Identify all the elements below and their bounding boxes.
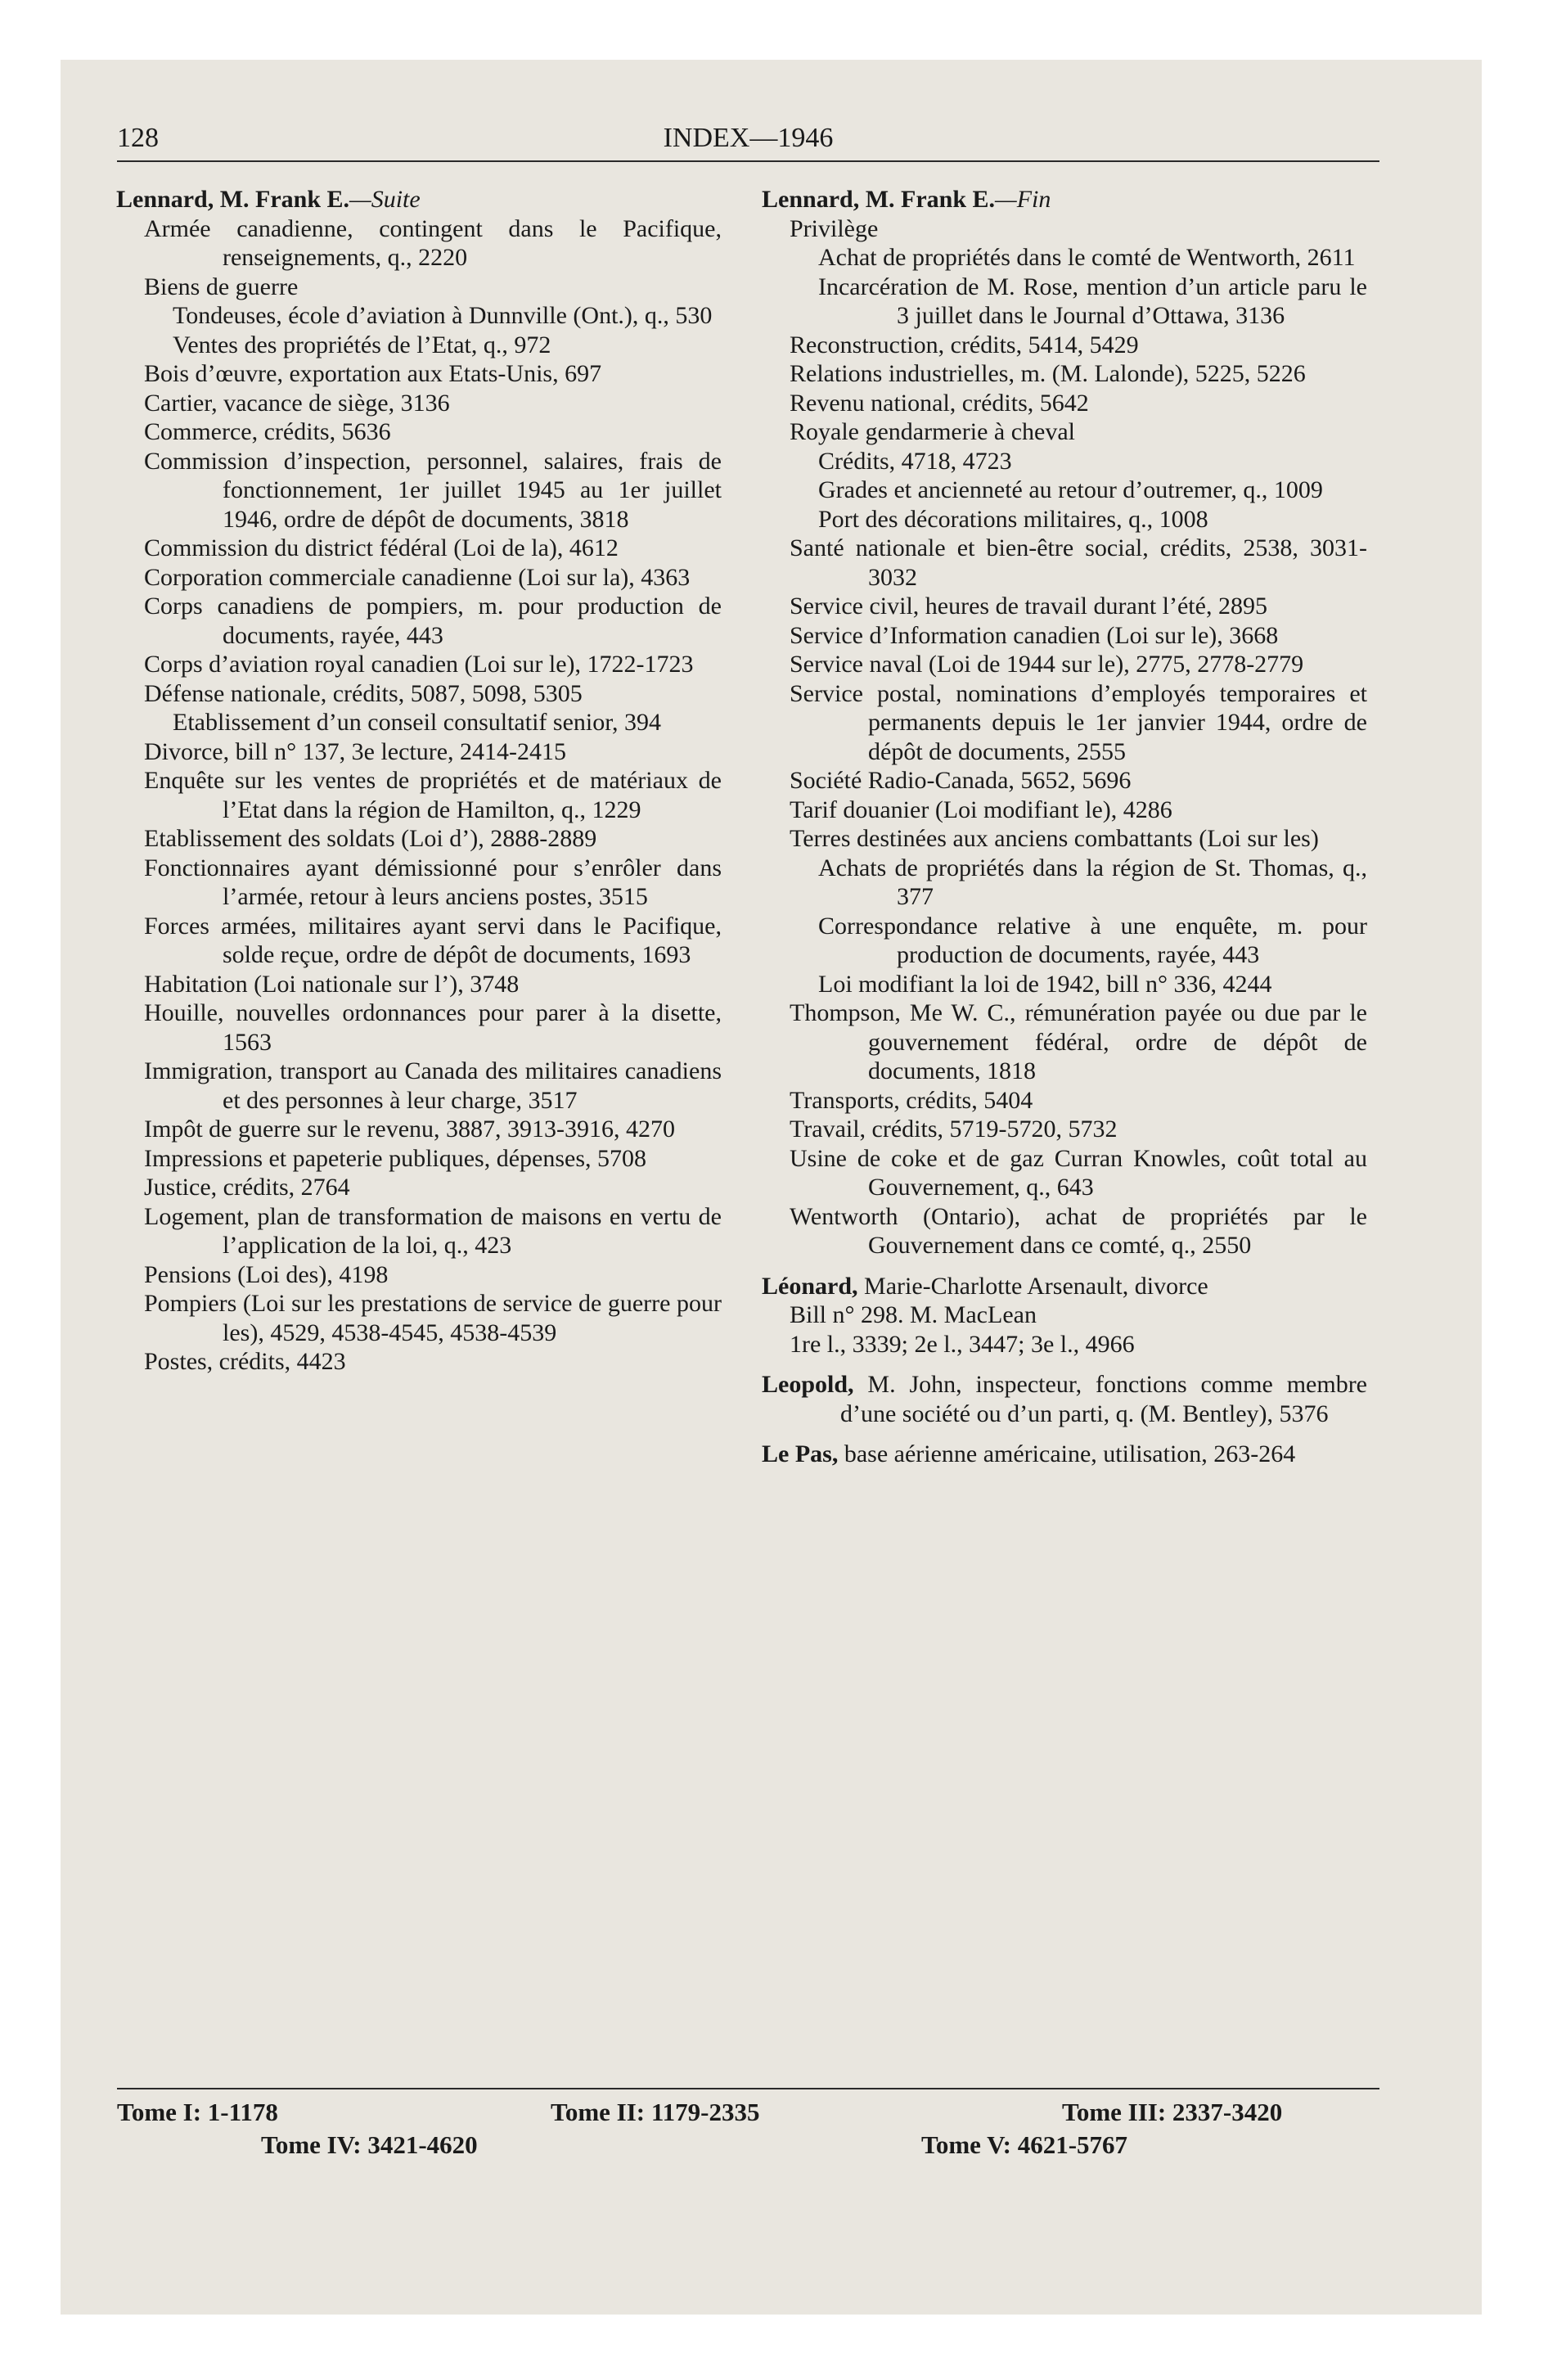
index-line: Wentworth (Ontario), achat de propriétés par le Gouvernement dans ce comté, q., 2550 xyxy=(790,1202,1367,1259)
entry-name: Lennard, M. Frank E. xyxy=(762,186,996,213)
index-line: Service naval (Loi de 1944 sur le), 2775, 2778-2779 xyxy=(790,651,1304,678)
entry-heading xyxy=(762,1272,1367,1301)
index-line: Divorce, bill n° 137, 3e lecture, 2414-2415 xyxy=(144,737,567,765)
entry-name: Lennard, M. Frank E. xyxy=(116,186,350,213)
index-line: Corporation commerciale canadienne (Loi sur la), 4363 xyxy=(144,563,691,591)
index-line: Habitation (Loi nationale sur l’), 3748 xyxy=(144,970,520,998)
index-line: Incarcération de M. Rose, mention d’un article paru le 3 juillet dans le Journal d’Ottawa, 3136 xyxy=(818,273,1367,329)
running-title: INDEX—1946 xyxy=(663,123,834,153)
index-line: Santé nationale et bien-être social, crédits, 2538, 3031-3032 xyxy=(790,534,1367,591)
tome-2: Tome II: 1179-2335 xyxy=(551,2098,760,2126)
entry-name: Léonard, xyxy=(762,1272,858,1300)
index-line: Corps d’aviation royal canadien (Loi sur le), 1722-1723 xyxy=(144,651,694,678)
index-line: Privilège xyxy=(790,214,879,242)
right-column xyxy=(762,185,1367,1469)
footer-rule xyxy=(117,2088,1379,2089)
entry-heading xyxy=(116,185,722,214)
entry-description: base aérienne américaine, utilisation, 263-264 xyxy=(838,1440,1296,1467)
index-line: Port des décorations militaires, q., 1008 xyxy=(818,505,1208,533)
index-line: Corps canadiens de pompiers, m. pour production de documents, rayée, 443 xyxy=(144,593,722,649)
index-line: Forces armées, militaires ayant servi dans le Pacifique, solde reçue, ordre de dépôt de documents, 1693 xyxy=(144,912,722,968)
entry-heading xyxy=(762,1440,1367,1469)
tome-3: Tome III: 2337-3420 xyxy=(1062,2098,1283,2126)
index-line: Thompson, Me W. C., rémunération payée ou due par le gouvernement fédéral, ordre de dépôt de documents, 1818 xyxy=(790,999,1367,1084)
index-line: Etablissement d’un conseil consultatif senior, 394 xyxy=(173,709,662,736)
right-entry-lines xyxy=(762,214,1367,1260)
entry-sub-line: 1re l., 3339; 2e l., 3447; 3e l., 4966 xyxy=(790,1330,1135,1358)
entry-name: Le Pas, xyxy=(762,1440,839,1467)
index-line: Achats de propriétés dans la région de St. Thomas, q., 377 xyxy=(818,854,1367,910)
index-line: Postes, crédits, 4423 xyxy=(144,1348,346,1375)
index-entry xyxy=(762,1440,1367,1469)
tome-4: Tome IV: 3421-4620 xyxy=(261,2130,478,2159)
index-line: Impôt de guerre sur le revenu, 3887, 3913-3916, 4270 xyxy=(144,1116,676,1143)
entry-name: Leopold, xyxy=(762,1371,854,1398)
entry-continuation: —Suite xyxy=(349,186,421,213)
index-line: Justice, crédits, 2764 xyxy=(144,1174,350,1201)
index-line: Enquête sur les ventes de propriétés et de matériaux de l’Etat dans la région de Hamilton, q., 1229 xyxy=(144,767,722,823)
index-line: Grades et ancienneté au retour d’outremer, q., 1009 xyxy=(818,476,1323,503)
index-line: Royale gendarmerie à cheval xyxy=(790,418,1075,445)
index-line: Relations industrielles, m. (M. Lalonde), 5225, 5226 xyxy=(790,360,1306,387)
index-line: Reconstruction, crédits, 5414, 5429 xyxy=(790,331,1139,358)
index-line: Transports, crédits, 5404 xyxy=(790,1086,1033,1114)
entry-description: M. John, inspecteur, fonctions comme membre d’une société ou d’un parti, q. (M. Bentley), 5376 xyxy=(840,1371,1367,1427)
index-line: Commerce, crédits, 5636 xyxy=(144,418,391,445)
index-line: Achat de propriétés dans le comté de Wentworth, 2611 xyxy=(818,244,1356,271)
page-number: 128 xyxy=(117,123,159,153)
index-line: Travail, crédits, 5719-5720, 5732 xyxy=(790,1116,1118,1143)
entry-continuation: —Fin xyxy=(995,186,1051,213)
index-line: Pensions (Loi des), 4198 xyxy=(144,1260,389,1288)
left-column xyxy=(116,185,722,1377)
index-line: Houille, nouvelles ordonnances pour parer à la disette, 1563 xyxy=(144,999,722,1056)
index-line: Cartier, vacance de siège, 3136 xyxy=(144,389,450,417)
index-line: Usine de coke et de gaz Curran Knowles, coût total au Gouvernement, q., 643 xyxy=(790,1144,1367,1201)
index-line: Commission du district fédéral (Loi de la), 4612 xyxy=(144,534,619,561)
index-line: Crédits, 4718, 4723 xyxy=(818,447,1012,475)
tome-1: Tome I: 1-1178 xyxy=(117,2098,278,2126)
index-line: Bois d’œuvre, exportation aux Etats-Unis, 697 xyxy=(144,360,602,387)
index-line: Logement, plan de transformation de maisons en vertu de l’application de la loi, q., 423 xyxy=(144,1202,722,1259)
index-line: Tarif douanier (Loi modifiant le), 4286 xyxy=(790,796,1172,823)
index-line: Loi modifiant la loi de 1942, bill n° 336, 4244 xyxy=(818,970,1272,998)
index-line: Société Radio-Canada, 5652, 5696 xyxy=(790,767,1132,794)
entry-sub-line: Bill n° 298. M. MacLean xyxy=(790,1301,1037,1328)
index-line: Terres destinées aux anciens combattants (Loi sur les) xyxy=(790,825,1319,852)
entry-heading xyxy=(762,185,1367,214)
index-line: Armée canadienne, contingent dans le Pacifique, renseignements, q., 2220 xyxy=(144,214,722,271)
index-line: Fonctionnaires ayant démissionné pour s’enrôler dans l’armée, retour à leurs anciens postes, 3515 xyxy=(144,854,722,910)
index-entry xyxy=(762,1370,1367,1428)
index-line: Commission d’inspection, personnel, salaires, frais de fonctionnement, 1er juillet 1945 au 1er juillet 1946, ordre de dépôt de documents, 3818 xyxy=(144,447,722,533)
volume-footer xyxy=(117,2098,1379,2171)
index-line: Impressions et papeterie publiques, dépenses, 5708 xyxy=(144,1144,647,1172)
index-line: Immigration, transport au Canada des militaires canadiens et des personnes à leur charge, 3517 xyxy=(144,1057,722,1114)
index-line: Service d’Information canadien (Loi sur le), 3668 xyxy=(790,621,1279,649)
index-line: Tondeuses, école d’aviation à Dunnville (Ont.), q., 530 xyxy=(173,302,713,329)
index-line: Correspondance relative à une enquête, m. pour production de documents, rayée, 443 xyxy=(818,912,1367,968)
index-line: Etablissement des soldats (Loi d’), 2888-2889 xyxy=(144,825,597,852)
tome-5: Tome V: 4621-5767 xyxy=(921,2130,1128,2159)
index-entry xyxy=(762,1272,1367,1359)
right-entries xyxy=(762,1272,1367,1469)
index-line: Défense nationale, crédits, 5087, 5098, 5305 xyxy=(144,679,583,707)
index-line: Biens de guerre xyxy=(144,273,299,300)
left-entry-lines xyxy=(116,214,722,1377)
index-line: Service postal, nominations d’employés temporaires et permanents depuis le 1er janvier 1944, ordre de dépôt de documents, 2555 xyxy=(790,679,1367,765)
index-line: Service civil, heures de travail durant l’été, 2895 xyxy=(790,593,1267,620)
index-line: Ventes des propriétés de l’Etat, q., 972 xyxy=(173,331,551,358)
entry-description: Marie-Charlotte Arsenault, divorce xyxy=(857,1272,1208,1300)
index-line: Revenu national, crédits, 5642 xyxy=(790,389,1089,417)
entry-heading xyxy=(762,1370,1367,1428)
page-header xyxy=(117,123,1379,162)
index-line: Pompiers (Loi sur les prestations de service de guerre pour les), 4529, 4538-4545, 4538-4539 xyxy=(144,1290,722,1346)
